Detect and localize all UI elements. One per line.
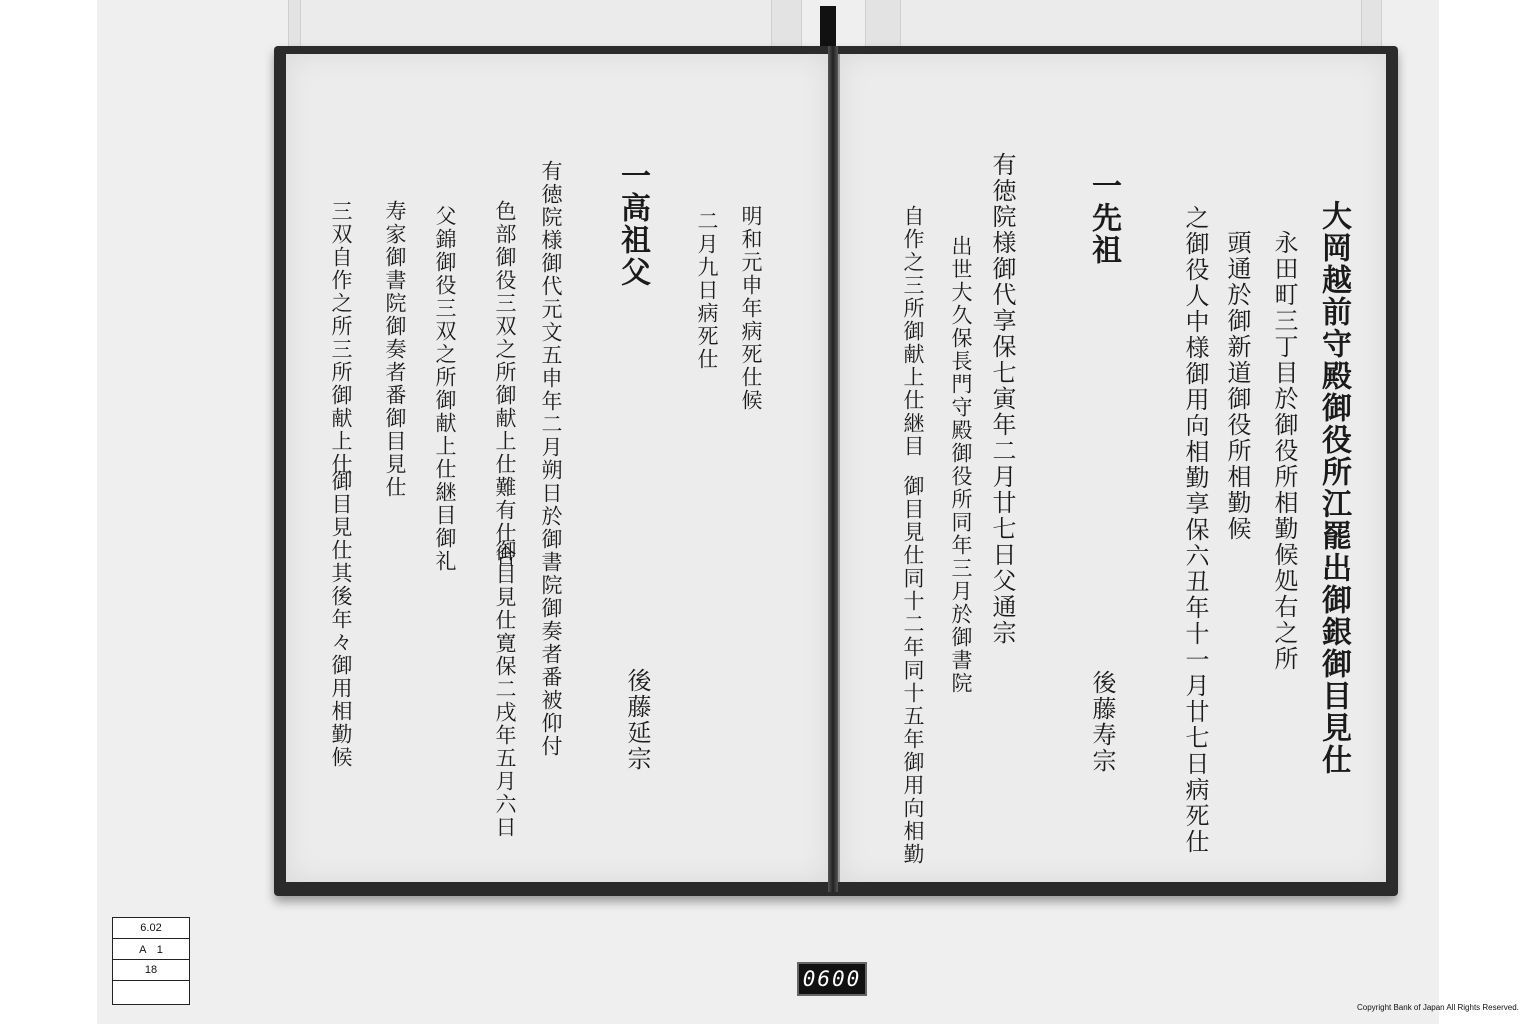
left-line-4: 色部御役三双之所御献上仕難有仕合 (493, 200, 517, 568)
right-margin (1439, 0, 1536, 1024)
right-line-7: 自作之三所御献上仕継目 (901, 205, 925, 458)
left-sub-line-1: 御目見仕寛保二戌年五月六日 (493, 540, 517, 839)
right-line-2: 永田町三丁目於御役所相勤候処右之所 (1270, 230, 1298, 672)
left-sub-line-2: 御目見仕其後年々御用相勤候 (329, 470, 353, 769)
right-line-1: 大岡越前守殿御役所江罷出御銀御目見仕 (1316, 200, 1351, 776)
right-heading: 一先祖 (1086, 170, 1121, 266)
left-line-6: 寿家御書院御奏者番御目見仕 (383, 200, 407, 499)
catalog-label-card (112, 917, 190, 1005)
left-line-1: 明和元申年病死仕候 (739, 205, 763, 412)
top-sheet-right-inner (900, 0, 1362, 52)
left-line-3: 有徳院様御代元文五申年二月朔日於御書院御奏者番被仰付 (539, 160, 563, 758)
left-line-2: 二月九日病死仕 (695, 210, 719, 371)
left-signature: 後藤延宗 (623, 668, 651, 772)
label-card-row: 18 (113, 960, 189, 981)
copyright-notice: Copyright Bank of Japan All Rights Reserved. (1357, 1003, 1519, 1012)
book-gutter (828, 46, 838, 892)
right-line-5: 有徳院様御代享保七寅年二月廿七日父通宗 (988, 152, 1016, 646)
right-sub-line-1: 御目見仕同十二年同十五年御用向相勤 (901, 475, 925, 866)
right-line-3: 頭通於御新道御役所相勤候 (1223, 230, 1251, 542)
left-heading: 一高祖父 (615, 160, 650, 288)
right-signature: 後藤寿宗 (1088, 670, 1116, 774)
left-margin (0, 0, 97, 1024)
left-line-7: 三双自作之所三所御献上仕 (329, 200, 353, 476)
right-line-6: 出世大久保長門守殿御役所同年三月於御書院 (949, 235, 973, 695)
top-sheet-left-inner (300, 0, 772, 52)
label-card-row: 6.02 (113, 918, 189, 939)
binding-clip (820, 6, 836, 48)
left-line-5: 父錦御役三双之所御献上仕継目御礼 (433, 205, 457, 573)
frame-number: 0600 (797, 962, 867, 996)
right-line-4: 之御役人中様御用向相勤享保六丑年十一月廿七日病死仕 (1181, 205, 1209, 855)
label-card-row (113, 981, 189, 1001)
label-card-row: A 1 (113, 939, 189, 960)
